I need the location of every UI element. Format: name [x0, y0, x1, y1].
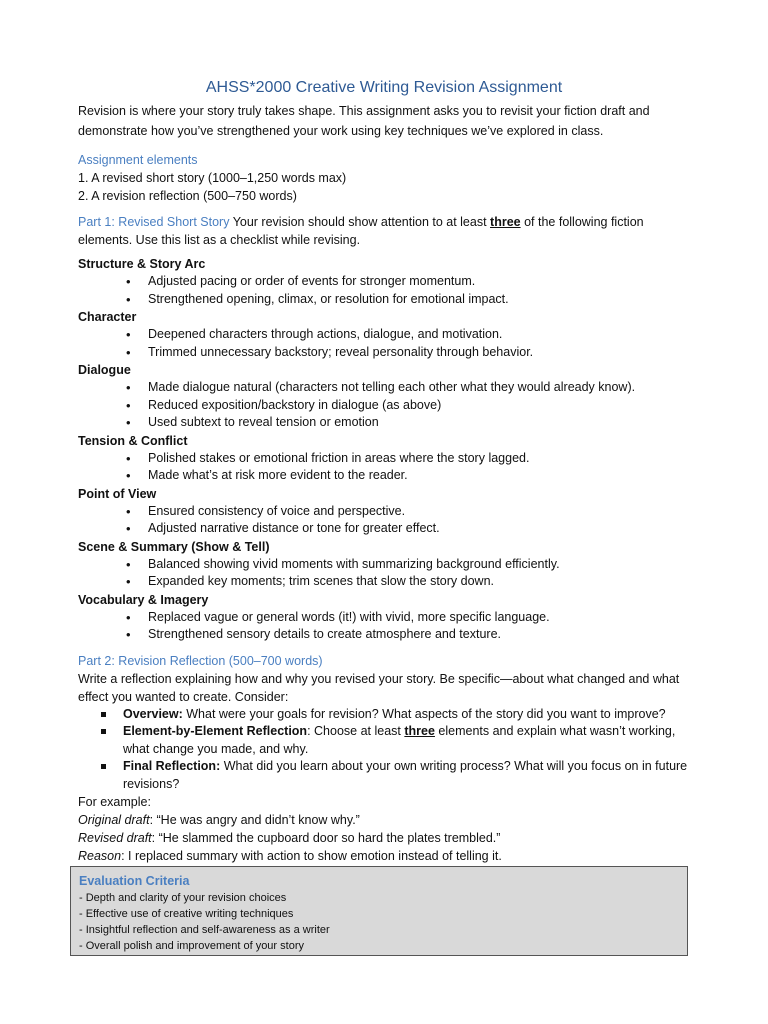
part1-paragraph: [78, 213, 690, 249]
list-item: - Insightful reflection and self-awareness as a writer: [79, 924, 330, 936]
part1-heading: Part 1: Revised Short Story: [78, 215, 230, 229]
example-reason: [78, 847, 690, 865]
reflection-points-list: [78, 706, 690, 794]
point-label: Final Reflection:: [123, 759, 221, 773]
list-item: • Made dialogue natural (characters not telling each other what they would already know).: [148, 379, 690, 397]
list-item: • Strengthened sensory details to create atmosphere and texture.: [148, 626, 690, 644]
list-item: 1. A revised short story (1000–1,250 words max): [78, 171, 347, 185]
list-item: [123, 723, 690, 758]
category-point-of-view: [78, 485, 690, 538]
example-block: [78, 793, 690, 865]
document-body: [78, 78, 690, 865]
list-item: • Expanded key moments; trim scenes that slow the story down.: [148, 573, 690, 591]
point-emphasis: three: [404, 724, 435, 738]
category-tension: [78, 432, 690, 485]
list-item: • Trimmed unnecessary backstory; reveal personality through behavior.: [148, 344, 690, 362]
point-label: Element-by-Element Reflection: [123, 724, 308, 738]
example-text: : “He slammed the cupboard door so hard the plates trembled.”: [151, 831, 501, 845]
category-dialogue: [78, 361, 690, 432]
category-scene-summary: [78, 538, 690, 591]
example-revised: [78, 829, 690, 847]
category-title: Vocabulary & Imagery: [78, 592, 209, 607]
list-item: • Polished stakes or emotional friction in areas where the story lagged.: [148, 450, 690, 468]
list-item: [123, 758, 690, 793]
list-item: • Ensured consistency of voice and perspective.: [148, 503, 690, 521]
page-title: AHSS*2000 Creative Writing Revision Assignment: [205, 79, 563, 96]
part1-emphasis: three: [490, 215, 521, 229]
example-label: Revised draft: [78, 831, 152, 845]
part2-intro: Write a reflection explaining how and why you revised your story. Be specific—about what changed and what effect you wanted to create. Consider:: [78, 671, 680, 704]
point-label: Overview:: [123, 706, 183, 721]
list-item: • Strengthened opening, climax, or resolution for emotional impact.: [148, 291, 690, 309]
example-text: : “He was angry and didn’t know why.”: [149, 813, 360, 827]
list-item: • Adjusted narrative distance or tone for greater effect.: [148, 520, 690, 538]
list-item: [123, 706, 690, 724]
evaluation-criteria-box: [70, 866, 688, 956]
part1-text-before: Your revision should show attention to at least: [229, 215, 491, 229]
category-title: Dialogue: [78, 363, 131, 377]
category-title: Scene & Summary (Show & Tell): [78, 539, 270, 554]
list-item: - Effective use of creative writing techniques: [79, 908, 294, 920]
assignment-elements-list: [78, 169, 690, 205]
category-title: Tension & Conflict: [78, 433, 188, 448]
fiction-elements-checklist: [78, 255, 690, 644]
example-text: : I replaced summary with action to show emotion instead of telling it.: [121, 849, 502, 863]
category-structure: [78, 255, 690, 308]
category-title: Structure & Story Arc: [78, 257, 206, 271]
list-item: 2. A revision reflection (500–750 words): [78, 189, 297, 203]
evaluation-title: Evaluation Criteria: [79, 874, 190, 888]
list-item: • Deepened characters through actions, dialogue, and motivation.: [148, 326, 690, 344]
part1-text-after: of the following fiction elements. Use this list as a checklist while revising.: [78, 215, 644, 247]
list-item: • Balanced showing vivid moments with summarizing background efficiently.: [148, 556, 690, 574]
part2-heading: Part 2: Revision Reflection (500–700 words): [78, 653, 323, 668]
example-original: [78, 811, 690, 829]
intro-paragraph: Revision is where your story truly takes shape. This assignment asks you to revisit your fiction draft and demonstrate how you’ve strengthened your work using key techniques we’ve explored in class.: [78, 104, 650, 138]
list-item: • Reduced exposition/backstory in dialogue (as above): [148, 397, 690, 415]
list-item: • Adjusted pacing or order of events for stronger momentum.: [148, 273, 690, 291]
example-label: Reason: [78, 849, 122, 863]
example-intro: For example:: [78, 795, 151, 809]
point-text: What did you learn about your own writing process? What will you focus on in future revisions?: [123, 759, 688, 791]
category-title: Point of View: [78, 486, 157, 501]
list-item: - Depth and clarity of your revision choices: [79, 892, 287, 904]
list-item: • Replaced vague or general words (it!) with vivid, more specific language.: [148, 609, 690, 627]
example-label: Original draft: [78, 813, 150, 827]
list-item: • Made what’s at risk more evident to the reader.: [148, 467, 690, 485]
category-character: [78, 308, 690, 361]
point-text-after: elements and explain what wasn’t working, what change you made, and why.: [123, 724, 676, 756]
point-text-before: : Choose at least: [307, 724, 405, 738]
category-title: Character: [78, 310, 137, 324]
list-item: - Overall polish and improvement of your story: [79, 940, 304, 952]
assignment-elements-heading: Assignment elements: [78, 153, 198, 167]
list-item: • Used subtext to reveal tension or emotion: [148, 414, 690, 432]
point-text: What were your goals for revision? What aspects of the story did you want to improve?: [182, 706, 666, 721]
category-vocabulary: [78, 591, 690, 644]
